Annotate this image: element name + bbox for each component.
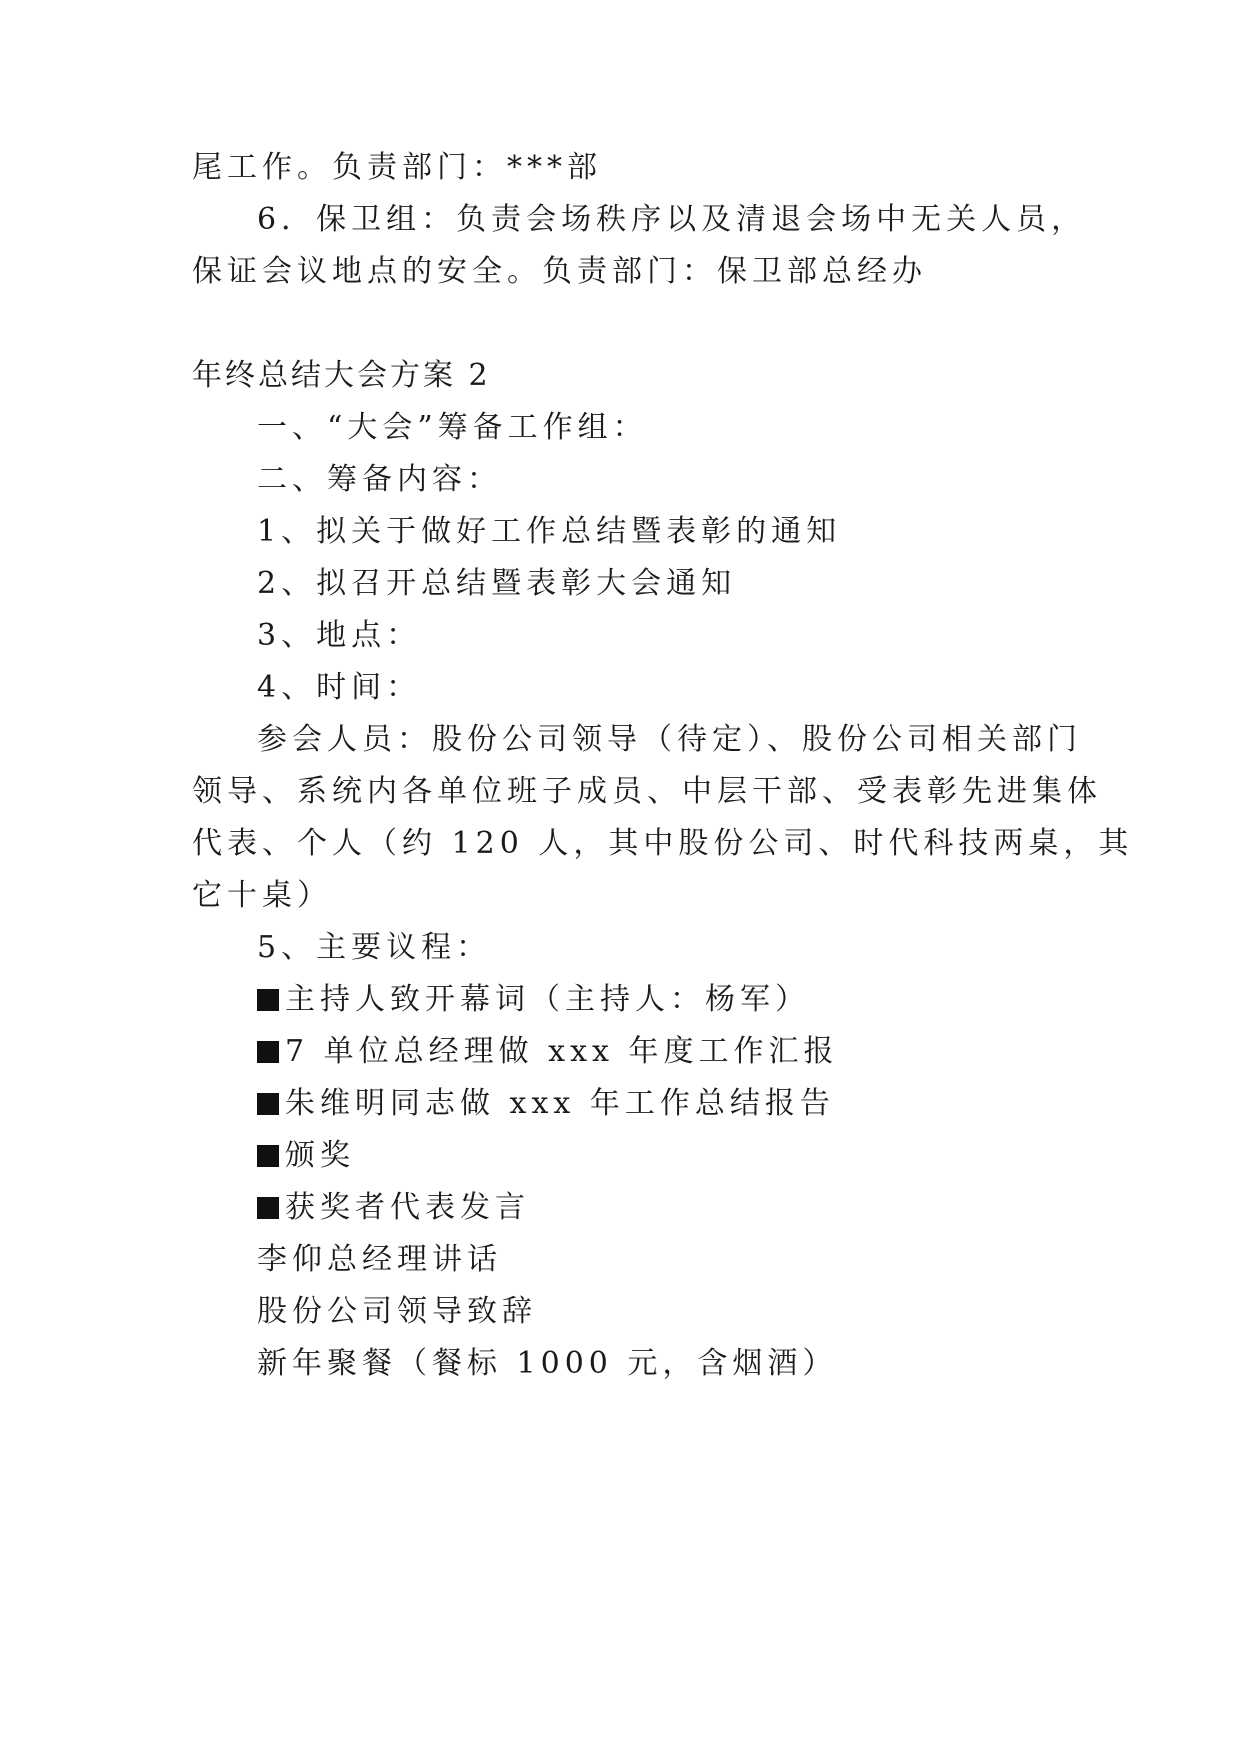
paragraph-line: 4、时间： [257,670,422,705]
square-bullet-icon [257,1041,279,1063]
agenda-item-text: 朱维明同志做 xxx 年工作总结报告 [285,1086,835,1121]
paragraph-line: 二、筹备内容： [257,462,502,497]
agenda-item [257,1188,530,1228]
agenda-item [257,1032,838,1072]
agenda-item-text: 7 单位总经理做 xxx 年度工作汇报 [285,1034,839,1069]
paragraph-line: 参会人员：股份公司领导（待定）、股份公司相关部门 [257,722,1082,757]
agenda-item-text: 获奖者代表发言 [285,1190,530,1225]
paragraph-line: 一、“大会”筹备工作组： [257,410,648,445]
agenda-item [257,1136,355,1176]
paragraph-line: 2、拟召开总结暨表彰大会通知 [257,566,737,601]
paragraph-line: 股份公司领导致辞 [257,1294,537,1329]
agenda-item-text: 颁奖 [285,1138,355,1173]
square-bullet-icon [257,1093,279,1115]
square-bullet-icon [257,1145,279,1167]
paragraph-line: 尾工作。负责部门：***部 [192,150,602,185]
agenda-item [257,980,810,1020]
square-bullet-icon [257,1197,279,1219]
paragraph-line: 6．保卫组：负责会场秩序以及清退会场中无关人员， [257,202,1087,237]
agenda-item-text: 主持人致开幕词（主持人：杨军） [285,982,810,1017]
square-bullet-icon [257,989,279,1011]
agenda-item [257,1084,835,1124]
paragraph-line: 1、拟关于做好工作总结暨表彰的通知 [257,514,842,549]
section-title: 年终总结大会方案 2 [192,358,491,393]
paragraph-line: 3、地点： [257,618,422,653]
paragraph-line: 它十桌） [192,878,332,913]
paragraph-line: 新年聚餐（餐标 1000 元，含烟酒） [257,1346,838,1381]
paragraph-line: 5、主要议程： [257,930,492,965]
paragraph-line: 保证会议地点的安全。负责部门：保卫部总经办 [192,254,927,289]
paragraph-line: 代表、个人（约 120 人，其中股份公司、时代科技两桌，其 [192,826,1134,861]
paragraph-line: 李仰总经理讲话 [257,1242,502,1277]
paragraph-line: 领导、系统内各单位班子成员、中层干部、受表彰先进集体 [192,774,1102,809]
